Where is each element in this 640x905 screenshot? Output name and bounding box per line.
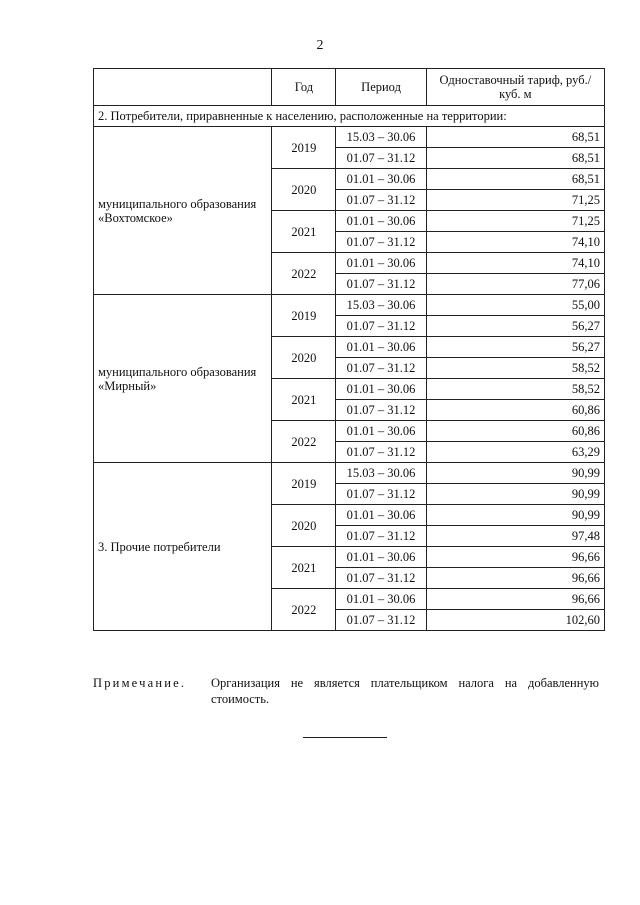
period-cell: 01.01 – 30.06: [336, 337, 426, 358]
tariff-value-cell: 74,10: [426, 232, 604, 253]
period-cell: 15.03 – 30.06: [336, 127, 426, 148]
period-cell: 01.01 – 30.06: [336, 505, 426, 526]
period-cell: 01.07 – 31.12: [336, 232, 426, 253]
tariff-value-cell: 68,51: [426, 148, 604, 169]
tariff-value-cell: 68,51: [426, 127, 604, 148]
year-cell: 2019: [272, 463, 336, 505]
year-cell: 2021: [272, 547, 336, 589]
period-cell: 15.03 – 30.06: [336, 463, 426, 484]
year-cell: 2021: [272, 379, 336, 421]
tariff-value-cell: 71,25: [426, 211, 604, 232]
year-cell: 2019: [272, 295, 336, 337]
tariff-value-cell: 96,66: [426, 568, 604, 589]
table-body: [94, 106, 605, 631]
header-tariff: Одноставочный тариф, руб./куб. м: [426, 69, 604, 106]
header-period: Период: [336, 69, 426, 106]
tariff-value-cell: 90,99: [426, 484, 604, 505]
period-cell: 01.01 – 30.06: [336, 547, 426, 568]
note-label: Примечание.: [93, 676, 187, 690]
section-title: 2. Потребители, приравненные к населению, расположенные на территории:: [94, 106, 605, 127]
tariff-value-cell: 58,52: [426, 379, 604, 400]
period-cell: 01.01 – 30.06: [336, 589, 426, 610]
tariff-value-cell: 77,06: [426, 274, 604, 295]
tariff-value-cell: 96,66: [426, 547, 604, 568]
header-year: Год: [272, 69, 336, 106]
period-cell: 01.07 – 31.12: [336, 148, 426, 169]
tariff-value-cell: 56,27: [426, 337, 604, 358]
header-name: [94, 69, 272, 106]
divider-line: [303, 737, 387, 738]
tariff-value-cell: 55,00: [426, 295, 604, 316]
tariff-table: [93, 68, 605, 631]
year-cell: 2020: [272, 169, 336, 211]
tariff-value-cell: 90,99: [426, 505, 604, 526]
period-cell: 01.01 – 30.06: [336, 211, 426, 232]
tariff-value-cell: 68,51: [426, 169, 604, 190]
period-cell: 01.07 – 31.12: [336, 400, 426, 421]
tariff-value-cell: 96,66: [426, 589, 604, 610]
period-cell: 01.01 – 30.06: [336, 379, 426, 400]
group-name: муниципального образования «Вохтомское»: [94, 127, 272, 295]
year-cell: 2020: [272, 505, 336, 547]
tariff-value-cell: 58,52: [426, 358, 604, 379]
year-cell: 2020: [272, 337, 336, 379]
section-header-row: [94, 106, 605, 127]
tariff-value-cell: 74,10: [426, 253, 604, 274]
tariff-value-cell: 102,60: [426, 610, 604, 631]
period-cell: 01.07 – 31.12: [336, 190, 426, 211]
group-name: 3. Прочие потребители: [94, 463, 272, 631]
note-text: Организация не является плательщиком налога на добавленную стоимость.: [211, 676, 599, 706]
period-cell: 01.07 – 31.12: [336, 358, 426, 379]
table-row: [94, 295, 605, 316]
tariff-value-cell: 60,86: [426, 421, 604, 442]
tariff-value-cell: 63,29: [426, 442, 604, 463]
note: [93, 675, 605, 707]
page-number: 2: [316, 38, 324, 53]
tariff-value-cell: 60,86: [426, 400, 604, 421]
table-header-row: [94, 69, 605, 106]
period-cell: 01.07 – 31.12: [336, 442, 426, 463]
table-row: [94, 127, 605, 148]
period-cell: 01.01 – 30.06: [336, 421, 426, 442]
period-cell: 01.07 – 31.12: [336, 316, 426, 337]
period-cell: 01.07 – 31.12: [336, 484, 426, 505]
year-cell: 2022: [272, 421, 336, 463]
period-cell: 15.03 – 30.06: [336, 295, 426, 316]
year-cell: 2021: [272, 211, 336, 253]
tariff-value-cell: 56,27: [426, 316, 604, 337]
year-cell: 2022: [272, 589, 336, 631]
period-cell: 01.07 – 31.12: [336, 610, 426, 631]
tariff-value-cell: 90,99: [426, 463, 604, 484]
period-cell: 01.07 – 31.12: [336, 568, 426, 589]
table-row: [94, 463, 605, 484]
period-cell: 01.01 – 30.06: [336, 169, 426, 190]
year-cell: 2019: [272, 127, 336, 169]
tariff-value-cell: 97,48: [426, 526, 604, 547]
group-name: муниципального образования «Мирный»: [94, 295, 272, 463]
period-cell: 01.01 – 30.06: [336, 253, 426, 274]
year-cell: 2022: [272, 253, 336, 295]
period-cell: 01.07 – 31.12: [336, 274, 426, 295]
tariff-value-cell: 71,25: [426, 190, 604, 211]
period-cell: 01.07 – 31.12: [336, 526, 426, 547]
